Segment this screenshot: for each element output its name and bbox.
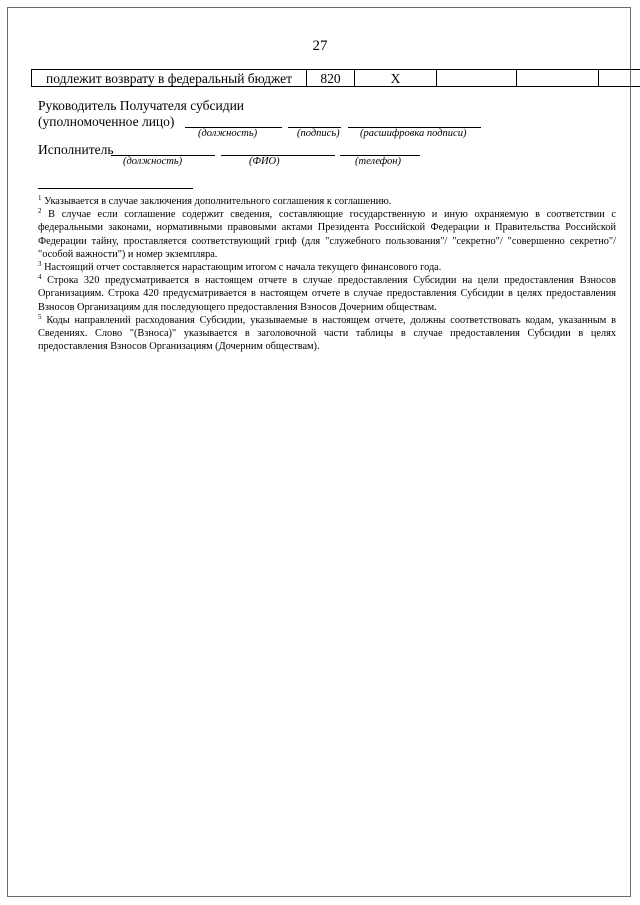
head-title-line2: (уполномоченное лицо) (38, 114, 175, 129)
table-row (32, 70, 640, 87)
executor-name-line (221, 141, 335, 156)
row-mark-cell: X (355, 70, 437, 87)
footnote (38, 261, 616, 274)
footnote-number: 2 (38, 207, 42, 216)
position-caption: (должность) (198, 128, 258, 139)
signature-caption: (подпись) (297, 128, 340, 139)
footnote-number: 3 (38, 260, 42, 269)
page-number: 27 (312, 38, 328, 54)
head-title-line1: Руководитель Получателя субсидии (38, 98, 245, 113)
executor-position-caption: (должность) (123, 156, 183, 167)
footnote-number: 1 (38, 194, 42, 202)
footnote-number: 4 (38, 273, 42, 282)
signature-line (288, 113, 341, 128)
row-label-cell: подлежит возврату в федеральный бюджет (32, 70, 307, 87)
row-empty-cell (517, 70, 599, 87)
footnote-text: В случае если соглашение содержит сведения, составляющие государственную и иную охраняемую в соответствии с федеральными законами, нормативными правовыми актами Президента Российской Федерации и Правительства Российской Федерации тайну, проставляется соответствующий гриф (для "служебного пользования"/ "секретно"/ "совершенно секретно"/ "особой важности") и номер экземпляра. (38, 209, 616, 260)
report-table (31, 69, 640, 87)
row-empty-cell (599, 70, 640, 87)
footnote (38, 314, 616, 354)
footnote (38, 208, 616, 261)
executor-phone-line (340, 141, 420, 156)
executor-name-caption: (ФИО) (249, 156, 280, 167)
executor-position-line (111, 141, 215, 156)
position-line (185, 113, 282, 128)
footnote-text: Коды направлений расходования Субсидии, указываемые в настоящем отчете, должны соответствовать кодам, указанным в Сведениях. Слово "(Взноса)" указывается в заголовочной части таблицы в случае предоставления Субсидии в целях предоставления Взносов Организациям (Дочерним обществам). (38, 314, 616, 353)
footnote-number: 5 (38, 312, 42, 321)
footnote-text: Указывается в случае заключения дополнительного соглашения к соглашению. (44, 196, 392, 207)
signature-decoding-caption: (расшифровка подписи) (360, 128, 467, 139)
footnote-text: Настоящий отчет составляется нарастающим итогом с начала текущего финансового года. (44, 262, 442, 274)
row-empty-cell (437, 70, 517, 87)
footnote-separator (38, 188, 193, 189)
executor-phone-caption: (телефон) (355, 156, 401, 167)
footnote-text: Строка 320 предусматривается в настоящем отчете в случае предоставления Субсидии на цели предоставления Взносов Организациям. Строка 420 предусматривается в настоящем отчете в случае предоставления Субсидии в целях предоставления Взносов Организациям для последующего предоставления Взносов Дочерним обществам. (38, 275, 616, 313)
footnote (38, 274, 616, 314)
row-code-cell: 820 (307, 70, 355, 87)
footnotes (38, 195, 616, 353)
footnote (38, 195, 616, 208)
executor-label: Исполнитель (38, 142, 114, 157)
signature-decoding-line (348, 113, 481, 128)
